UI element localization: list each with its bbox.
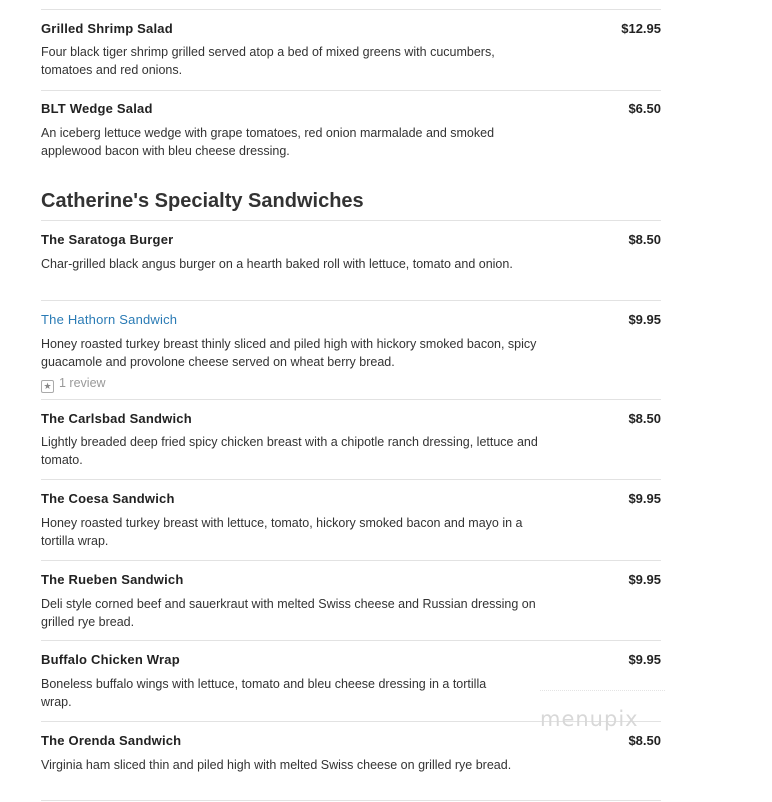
divider	[41, 300, 661, 301]
menu-item-price: $12.95	[621, 21, 661, 36]
menu-item-name: The Rueben Sandwich	[41, 572, 184, 587]
menu-item-price: $8.50	[628, 733, 661, 748]
divider	[41, 220, 661, 221]
menu-item-price: $9.95	[628, 572, 661, 587]
menu-item-description: Honey roasted turkey breast with lettuce, tomato, hickory smoked bacon and mayo in a tortilla wrap.	[41, 516, 523, 548]
menu-item-price: $6.50	[628, 101, 661, 116]
menu-item-description: Lightly breaded deep fried spicy chicken breast with a chipotle ranch dressing, lettuce and tomato.	[41, 435, 538, 467]
menu-item-name: Buffalo Chicken Wrap	[41, 652, 180, 667]
menu-item-price: $8.50	[628, 411, 661, 426]
menu-item-description: Boneless buffalo wings with lettuce, tomato and bleu cheese dressing in a tortilla wrap.	[41, 677, 487, 709]
menu-item-description: Virginia ham sliced thin and piled high with melted Swiss cheese on grilled rye bread.	[41, 758, 512, 772]
menu-item-name: The Saratoga Burger	[41, 232, 174, 247]
review-count: 1 review	[59, 376, 106, 390]
menu-item-name-link[interactable]: The Hathorn Sandwich	[41, 312, 178, 327]
divider	[41, 9, 661, 10]
menu-item-name: The Orenda Sandwich	[41, 733, 182, 748]
menu-item-price: $9.95	[628, 312, 661, 327]
menu-item-description: Deli style corned beef and sauerkraut with melted Swiss cheese and Russian dressing on grilled rye bread.	[41, 597, 536, 629]
menu-item-name: BLT Wedge Salad	[41, 101, 153, 116]
divider	[41, 640, 661, 641]
section-title: Catherine's Specialty Sandwiches	[41, 190, 364, 212]
menu-item-description: Honey roasted turkey breast thinly sliced and piled high with hickory smoked bacon, spicy guacamole and provolone cheese served on wheat berry bread.	[41, 337, 537, 369]
menu-item-price: $8.50	[628, 232, 661, 247]
divider	[41, 800, 661, 801]
menu-item-description: An iceberg lettuce wedge with grape tomatoes, red onion marmalade and smoked applewood bacon with bleu cheese dressing.	[41, 126, 495, 158]
divider	[41, 399, 661, 400]
menu-item-description: Four black tiger shrimp grilled served atop a bed of mixed greens with cucumbers, tomatoes and red onions.	[41, 45, 495, 77]
menu-item-name: The Coesa Sandwich	[41, 491, 175, 506]
review-star-icon: ★	[41, 380, 54, 393]
divider	[41, 479, 661, 480]
watermark-logo: menupix	[540, 707, 639, 731]
review-link[interactable]	[41, 376, 106, 393]
menu-item-price: $9.95	[628, 652, 661, 667]
menu-item-price: $9.95	[628, 491, 661, 506]
watermark-divider	[540, 690, 665, 691]
menu-item-name: Grilled Shrimp Salad	[41, 21, 173, 36]
menu-item-name: The Carlsbad Sandwich	[41, 411, 192, 426]
divider	[41, 560, 661, 561]
menu-item-description: Char-grilled black angus burger on a hearth baked roll with lettuce, tomato and onion.	[41, 257, 513, 271]
divider	[41, 90, 661, 91]
